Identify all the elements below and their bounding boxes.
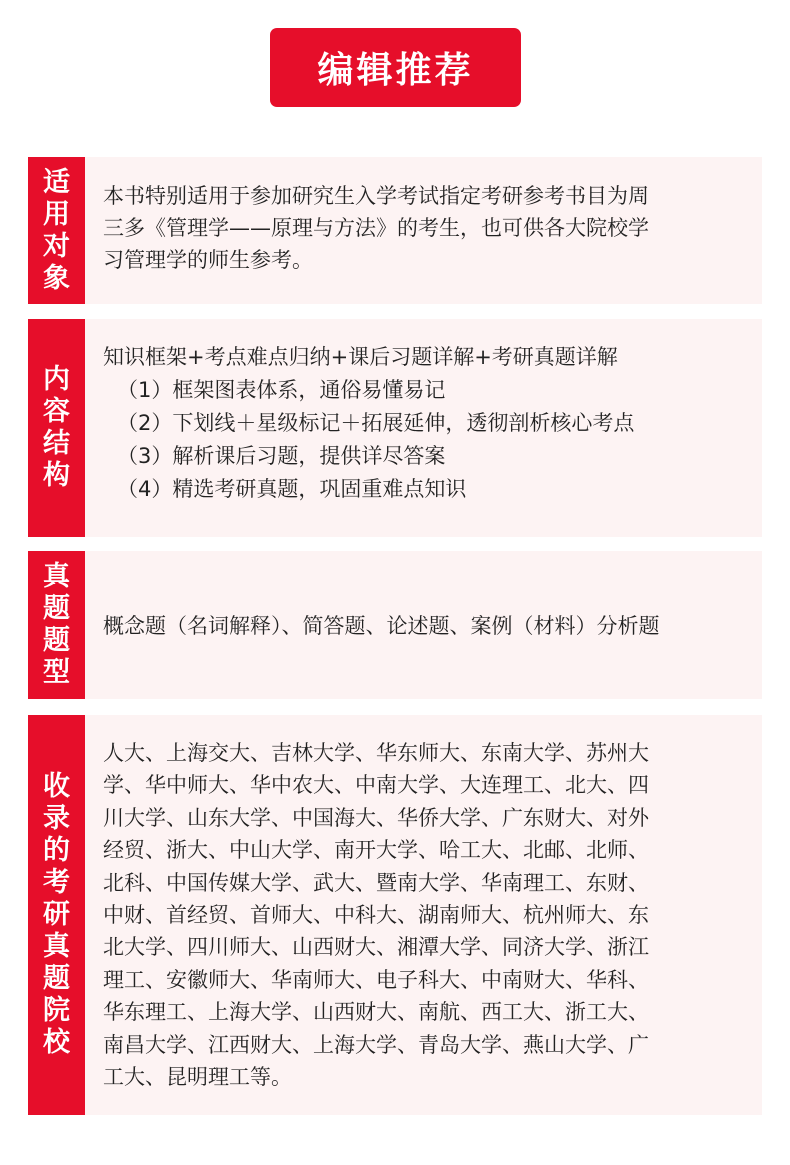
label-char: 录: [43, 803, 70, 834]
text-line: 工大、昆明理工等。: [103, 1065, 292, 1090]
section-label: [28, 715, 85, 1115]
label-char: 适: [43, 166, 70, 198]
label-char: 校: [43, 1027, 70, 1058]
text-line: 理工、安徽师大、华南师大、电子科大、中南财大、华科、: [103, 967, 649, 992]
structure-item: （2）下划线＋星级标记＋拓展延伸，透彻剖析核心考点: [117, 411, 635, 435]
label-char: 对: [43, 230, 70, 262]
text-line: 人大、上海交大、吉林大学、华东师大、东南大学、苏州大: [103, 741, 649, 765]
section-included-universities: [28, 715, 762, 1115]
section-content-structure: [28, 319, 762, 537]
section-body: [103, 180, 752, 276]
structure-intro: 知识框架+考点难点归纳+课后习题详解+考研真题详解: [103, 345, 618, 369]
text-line: 学、华中师大、华中农大、中南大学、大连理工、北大、四: [103, 773, 649, 798]
section-body: [103, 341, 752, 506]
section-body: [103, 551, 752, 699]
label-char: 收: [43, 771, 70, 802]
text-line: 概念题（名词解释）、简答题、论述题、案例（材料）分析题: [103, 614, 660, 638]
label-char: 型: [43, 657, 70, 688]
text-line: 南昌大学、江西财大、上海大学、青岛大学、燕山大学、广: [103, 1032, 649, 1057]
text-line: 经贸、浙大、中山大学、南开大学、哈工大、北邮、北师、: [103, 838, 649, 863]
label-char: 构: [43, 460, 70, 491]
section-body: [103, 737, 752, 1093]
text-line: 川大学、山东大学、中国海大、华侨大学、广东财大、对外: [103, 805, 649, 830]
label-char: 题: [43, 625, 70, 656]
section-label: [28, 551, 85, 699]
label-char: 考: [43, 867, 70, 898]
label-char: 题: [43, 963, 70, 994]
structure-item: （1）框架图表体系，通俗易懂易记: [117, 378, 446, 402]
text-line: 华东理工、上海大学、山西财大、南航、西工大、浙工大、: [103, 1000, 649, 1025]
label-char: 容: [43, 396, 70, 427]
label-char: 题: [43, 593, 70, 624]
section-applicable-readers: [28, 157, 762, 304]
section-label: [28, 319, 85, 537]
label-char: 结: [43, 428, 70, 459]
label-char: 用: [43, 198, 70, 230]
text-line: 本书特别适用于参加研究生入学考试指定考研参考书目为周: [103, 184, 649, 208]
text-line: 北科、中国传媒大学、武大、暨南大学、华南理工、东财、: [103, 870, 649, 895]
label-char: 真: [43, 931, 70, 962]
structure-item: （3）解析课后习题，提供详尽答案: [117, 444, 446, 468]
section-label: [28, 157, 85, 304]
text-line: 中财、首经贸、首师大、中科大、湖南师大、杭州师大、东: [103, 903, 649, 928]
label-char: 院: [43, 995, 70, 1026]
label-char: 象: [43, 262, 70, 294]
text-line: 北大学、四川师大、山西财大、湘潭大学、同济大学、浙江: [103, 935, 649, 960]
label-char: 内: [43, 364, 70, 395]
text-line: 三多《管理学——原理与方法》的考生，也可供各大院校学: [103, 216, 649, 240]
label-char: 研: [43, 899, 70, 930]
label-char: 的: [43, 835, 70, 866]
page-title: 编辑推荐: [270, 28, 521, 107]
structure-item: （4）精选考研真题，巩固重难点知识: [117, 477, 467, 501]
section-question-types: [28, 551, 762, 699]
text-line: 习管理学的师生参考。: [103, 248, 313, 272]
label-char: 真: [43, 561, 70, 592]
